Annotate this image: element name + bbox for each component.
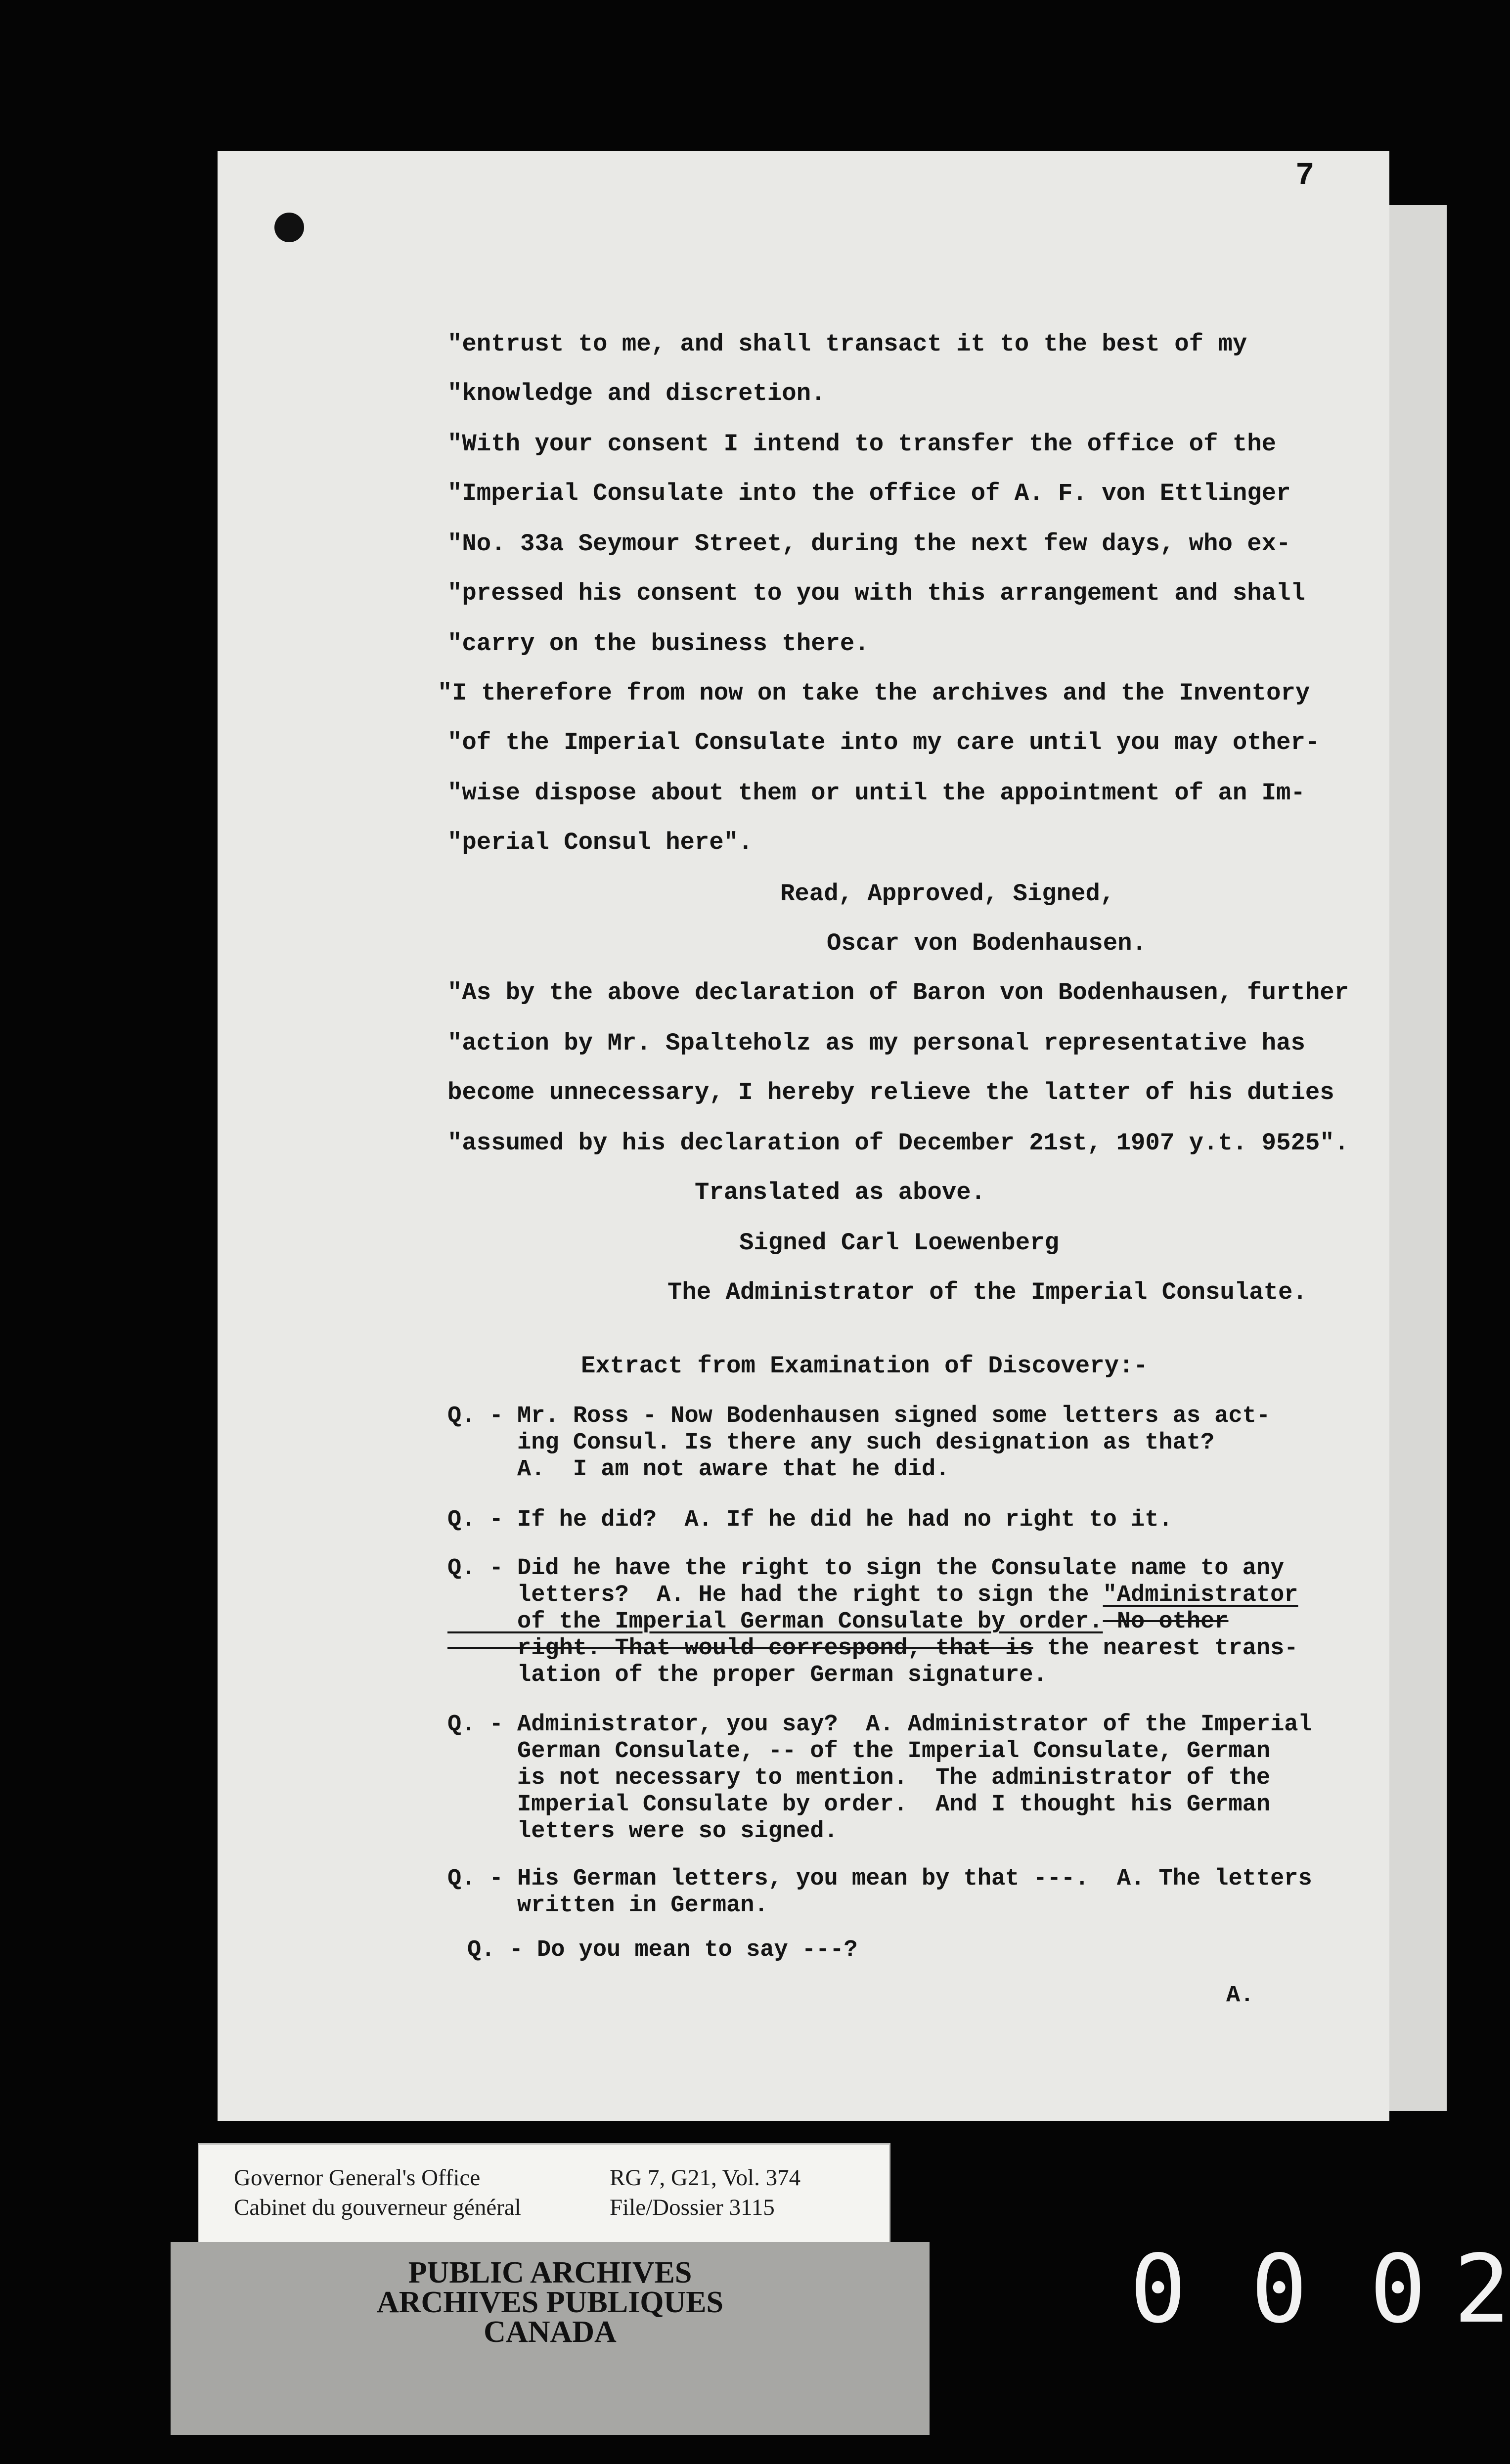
page-number: 7 [1295,158,1315,194]
body-line: "No. 33a Seymour Street, during the next few days, who ex- [447,530,1291,558]
struck-phrase: right. That would correspond, that is [447,1635,1033,1662]
qa-line: A. I am not aware that he did. [447,1456,950,1483]
extract-heading: Extract from Examination of Discovery:- [581,1352,1148,1380]
body-line: "wise dispose about them or until the appointment of an Im- [447,779,1305,807]
qa-line: Q. - His German letters, you mean by that ---. A. The letters [447,1866,1312,1892]
record-group-ref: RG 7, G21, Vol. 374 [610,2165,801,2191]
declaration-line: "assumed by his declaration of December 21st, 1907 y.t. 9525". [447,1129,1349,1157]
qa-line: Q. - Do you mean to say ---? [467,1937,858,1963]
qa-segment: the nearest trans- [1033,1635,1298,1662]
frame-digit: 0 [1130,2235,1187,2344]
body-line: "perial Consul here". [447,829,753,856]
stamp-line: ARCHIVES PUBLIQUES [376,2286,724,2319]
body-line: "pressed his consent to you with this arrangement and shall [447,579,1305,607]
qa-line [447,1582,1298,1609]
body-line: "I therefore from now on take the archives and the Inventory [438,679,1310,707]
qa-line: is not necessary to mention. The administrator of the [447,1765,1271,1791]
qa-line [447,1609,1228,1635]
body-line: "entrust to me, and shall transact it to the best of my [447,330,1247,358]
stamp-line: CANADA [484,2315,617,2349]
body-line: "carry on the business there. [447,630,869,658]
qa-line: Imperial Consulate by order. And I thought his German [447,1792,1271,1818]
qa-line: Q. - Did he have the right to sign the Consulate name to any [447,1555,1285,1582]
punch-hole [274,213,304,242]
qa-line: Q. - If he did? A. If he did he had no right to it. [447,1507,1173,1533]
qa-line: letters were so signed. [447,1818,838,1845]
declaration-line: "action by Mr. Spalteholz as my personal representative has [447,1029,1305,1057]
archives-stamp-panel [171,2242,930,2435]
struck-phrase: No other [1103,1609,1229,1635]
declaration-line: become unnecessary, I hereby relieve the latter of his duties [447,1079,1334,1106]
signature-name: Oscar von Bodenhausen. [827,929,1147,957]
qa-line: German Consulate, -- of the Imperial Consulate, German [447,1738,1271,1764]
qa-line: Q. - Mr. Ross - Now Bodenhausen signed some letters as act- [447,1403,1271,1429]
office-name-fr: Cabinet du gouverneur général [234,2195,521,2220]
translation-note: Translated as above. [695,1179,986,1206]
underlined-phrase: of the Imperial German Consulate by order. [447,1609,1103,1635]
qa-line: lation of the proper German signature. [447,1662,1047,1688]
qa-line: ing Consul. Is there any such designation as that? [447,1430,1215,1456]
body-line: "Imperial Consulate into the office of A. F. von Ettlinger [447,480,1291,507]
office-name-en: Governor General's Office [234,2165,481,2191]
qa-line: written in German. [447,1892,768,1919]
declaration-line: "As by the above declaration of Baron von Bodenhausen, further [447,979,1349,1007]
frame-digit: 0 [1370,2235,1426,2344]
qa-segment: letters? A. He had the right to sign the [447,1582,1103,1608]
frame-digit: 2 [1454,2235,1510,2344]
signature-approval-line: Read, Approved, Signed, [780,880,1115,908]
body-line: "knowledge and discretion. [447,380,826,407]
underlined-phrase: "Administrator [1103,1582,1298,1608]
stamp-line: PUBLIC ARCHIVES [408,2256,692,2289]
qa-line: Q. - Administrator, you say? A. Administrator of the Imperial [447,1712,1312,1738]
page-continuation-mark: A. [1226,1982,1254,2009]
translator-title: The Administrator of the Imperial Consulate. [667,1278,1307,1306]
archive-reference-label [198,2143,890,2245]
body-line: "of the Imperial Consulate into my care until you may other- [447,729,1320,756]
qa-line [447,1635,1298,1662]
translator-signature: Signed Carl Loewenberg [739,1229,1059,1257]
frame-digit: 0 [1251,2235,1308,2344]
body-line: "With your consent I intend to transfer the office of the [447,430,1277,458]
file-ref: File/Dossier 3115 [610,2195,775,2220]
